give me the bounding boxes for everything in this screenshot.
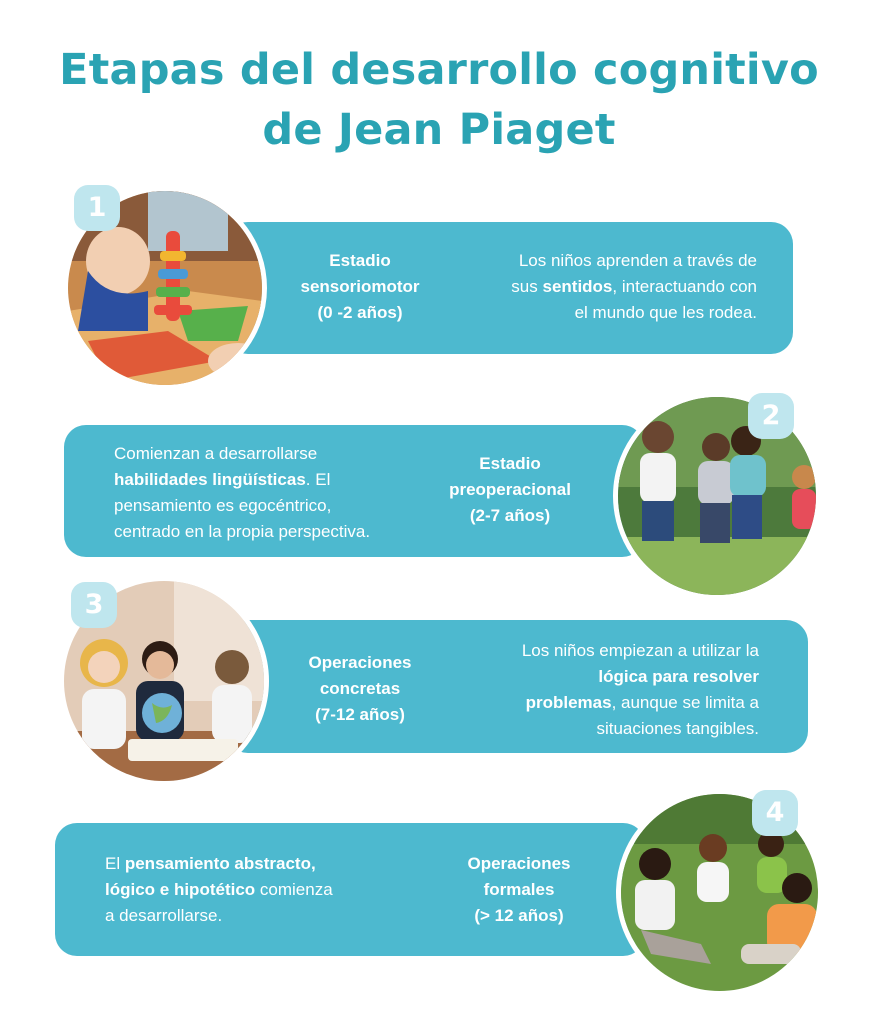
stage-card-4: [55, 823, 645, 956]
stage-age-1: (0 -2 años): [317, 303, 403, 322]
stage-age-3: (7-12 años): [315, 705, 405, 724]
stage-description-4: El pensamiento abstracto, lógico e hipotético comienza a desarrollarse.: [105, 854, 333, 925]
stage-name-4: Operaciones formales (> 12 años): [435, 851, 603, 929]
stage-card-1: [226, 222, 793, 354]
stage-number-badge-1: 1: [74, 185, 120, 231]
title-line-2: de Jean Piaget: [262, 105, 616, 155]
stage-description-2: Comienzan a desarrollarse habilidades lingüísticas. El pensamiento es egocéntrico, centrado en la propia perspectiva.: [114, 444, 371, 541]
stage-name-2: Estadio preoperacional (2-7 años): [426, 451, 594, 529]
stage-description-3: Los niños empiezan a utilizar la lógica para resolver problemas, aunque se limita a situaciones tangibles.: [521, 641, 759, 738]
page-title: [0, 40, 878, 160]
stage-number-badge-4: 4: [752, 790, 798, 836]
stage-name-3: Operaciones concretas (7-12 años): [276, 650, 444, 728]
stage-number-badge-3: 3: [71, 582, 117, 628]
stage-description-1: Los niños aprenden a través de sus sentidos, interactuando con el mundo que les rodea.: [511, 251, 757, 322]
stage-age-2: (2-7 años): [469, 506, 551, 525]
stage-number-badge-2: 2: [748, 393, 794, 439]
stage-name-1: Estadio sensoriomotor (0 -2 años): [276, 248, 444, 326]
stage-card-3: [226, 620, 808, 753]
stage-age-4: (> 12 años): [474, 906, 564, 925]
title-line-1: Etapas del desarrollo cognitivo: [59, 45, 819, 95]
stage-card-2: [64, 425, 644, 557]
